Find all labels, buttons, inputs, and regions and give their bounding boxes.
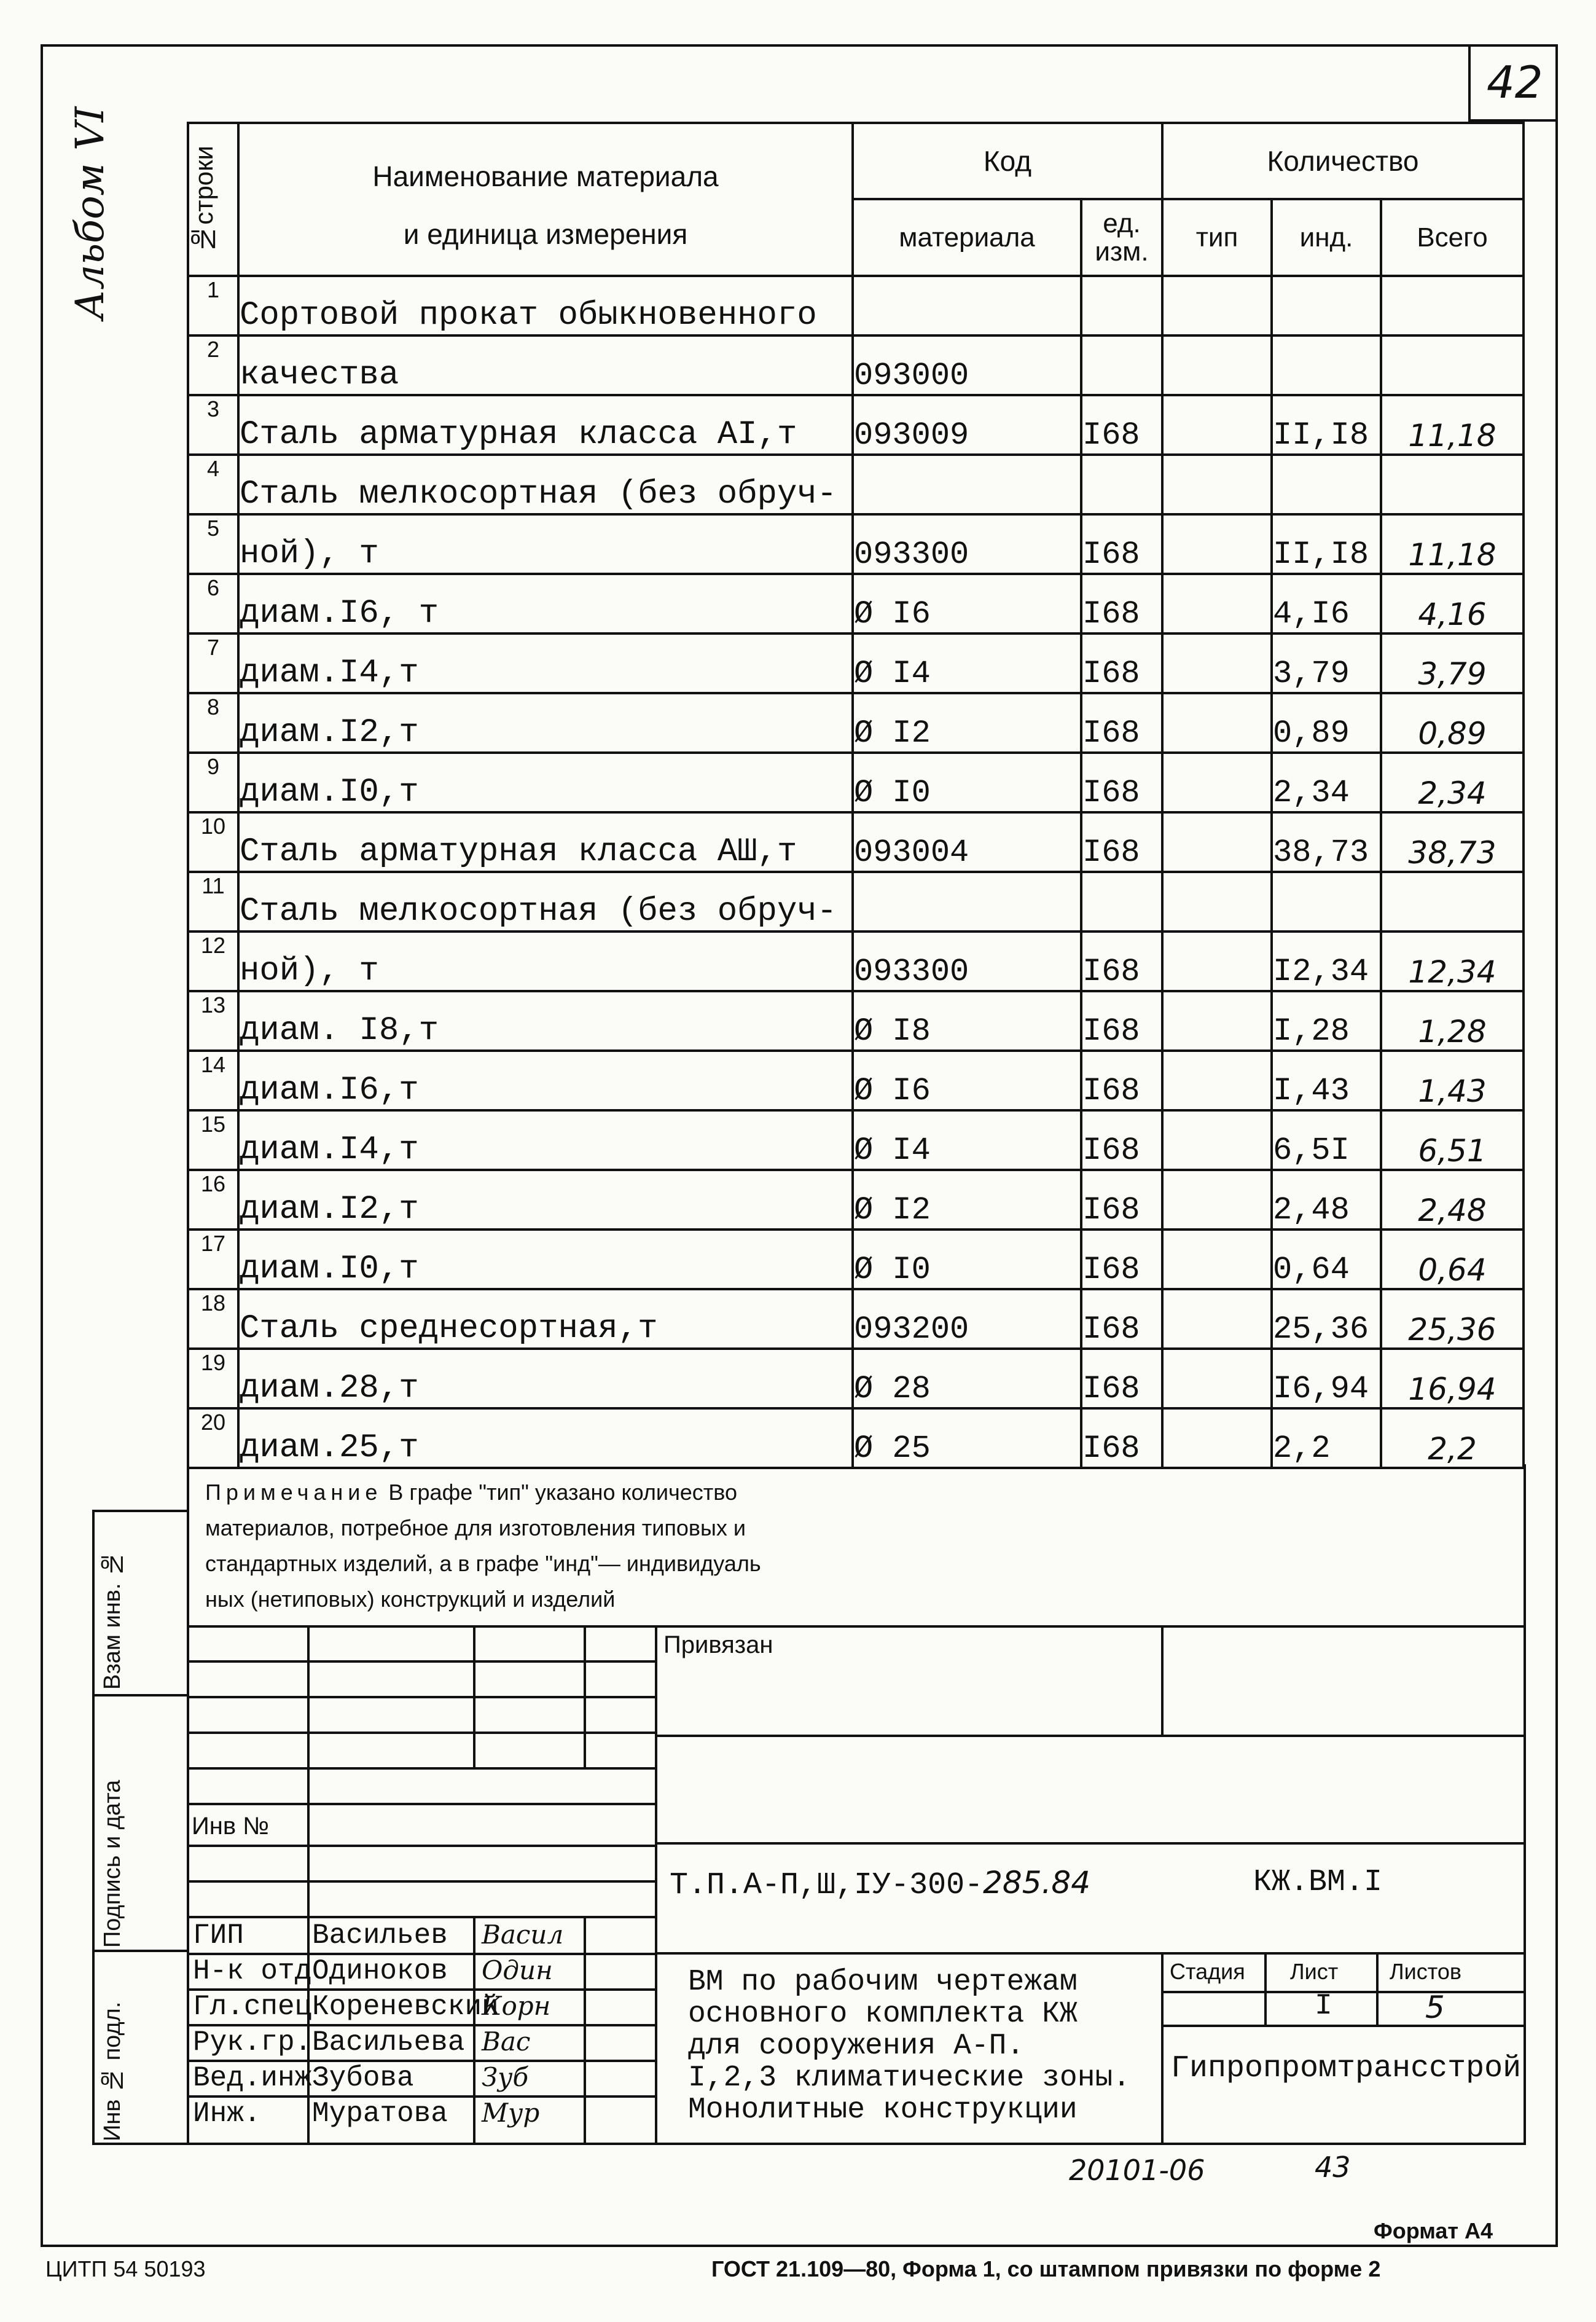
- sheets-label: Листов: [1390, 1959, 1461, 1984]
- material-code: Ø I4: [853, 1110, 1081, 1170]
- grid-row-e: [187, 1803, 657, 1805]
- ind-qty: II,I8: [1272, 395, 1381, 455]
- table-row: [188, 1230, 1524, 1289]
- grid-row-d: [187, 1767, 657, 1770]
- material-name: Сталь мелкосортная (без обруч-: [238, 872, 853, 932]
- total-qty: [1381, 276, 1524, 335]
- type-qty: [1162, 395, 1272, 455]
- material-code: Ø I6: [853, 1051, 1081, 1110]
- row-number: 4: [188, 455, 238, 514]
- table-row: [188, 1110, 1524, 1170]
- unit-code: I68: [1081, 1408, 1162, 1468]
- note: [205, 1475, 1065, 1617]
- note-line1: В графе "тип" указано количество: [388, 1480, 737, 1505]
- ind-qty: 2,2: [1272, 1408, 1381, 1468]
- type-qty: [1162, 633, 1272, 693]
- side-label-vzam: Взам инв. №: [100, 1550, 125, 1690]
- format-label: Формат А4: [1374, 2218, 1493, 2243]
- header-total: Всего: [1381, 199, 1524, 276]
- header-type: тип: [1162, 199, 1272, 276]
- stamp-right-edge: [1524, 1464, 1526, 2145]
- signer-name: Кореневский: [312, 1991, 499, 2023]
- stamp-line-4: [655, 1952, 1526, 1955]
- table-row: [188, 991, 1524, 1051]
- total-qty: 6,51: [1381, 1110, 1524, 1170]
- signer-name: Зубова: [312, 2062, 414, 2094]
- side-strip-top: [92, 1510, 189, 1512]
- table-row: [188, 276, 1524, 335]
- material-code: [853, 276, 1081, 335]
- header-code: Код: [853, 123, 1162, 199]
- ind-qty: 25,36: [1272, 1289, 1381, 1349]
- sheet-label: Лист: [1290, 1959, 1339, 1984]
- sheet-value: I: [1315, 1990, 1332, 2023]
- material-code: 093000: [853, 335, 1081, 395]
- material-code: Ø I8: [853, 991, 1081, 1051]
- type-qty: [1162, 812, 1272, 872]
- inv-no-label: Инв №: [192, 1813, 270, 1840]
- total-qty: 38,73: [1381, 812, 1524, 872]
- material-code: Ø I0: [853, 753, 1081, 812]
- note-line2: материалов, потребное для изготовления типовых и: [205, 1515, 746, 1540]
- ind-qty: II,I8: [1272, 514, 1381, 574]
- table-row: [188, 1170, 1524, 1230]
- signer-role: Н-к отд: [193, 1955, 312, 1987]
- ind-qty: 0,64: [1272, 1230, 1381, 1289]
- ind-qty: [1272, 276, 1381, 335]
- material-name: диам.I6,т: [238, 1051, 853, 1110]
- material-name: качества: [238, 335, 853, 395]
- signature: Один: [482, 1955, 553, 1985]
- ind-qty: I,43: [1272, 1051, 1381, 1110]
- grid-row-g: [187, 1880, 657, 1883]
- signer-role: ГИП: [193, 1920, 244, 1951]
- material-name: диам.I4,т: [238, 1110, 853, 1170]
- ind-qty: 2,34: [1272, 753, 1381, 812]
- row-number: 10: [188, 812, 238, 872]
- header-ind: инд.: [1272, 199, 1381, 276]
- material-code: 093300: [853, 514, 1081, 574]
- material-code: Ø 25: [853, 1408, 1081, 1468]
- stamp-bottom-line: [187, 2143, 1526, 2145]
- unit-code: I68: [1081, 1110, 1162, 1170]
- stamp-title-divider: [1161, 1952, 1164, 2145]
- total-qty: [1381, 455, 1524, 514]
- ind-qty: 3,79: [1272, 633, 1381, 693]
- row-number: 11: [188, 872, 238, 932]
- header-row-num: №строки: [188, 123, 238, 276]
- row-number: 15: [188, 1110, 238, 1170]
- side-strip-left-edge: [92, 1510, 95, 2145]
- material-code: Ø I2: [853, 1170, 1081, 1230]
- sheets-value: 5: [1425, 1990, 1445, 2025]
- document-title: ВМ по рабочим чертежам основного комплекта КЖ для сооружения А-П. I,2,3 климатические зоны. Монолитные конструкции: [688, 1966, 1131, 2127]
- unit-code: [1081, 335, 1162, 395]
- table-row: [188, 812, 1524, 872]
- table-row: [188, 1289, 1524, 1349]
- material-name: диам.25,т: [238, 1408, 853, 1468]
- signature: Корн: [482, 1991, 551, 2021]
- type-qty: [1162, 693, 1272, 753]
- note-line4: ных (нетиповых) конструкций и изделий: [205, 1587, 616, 1612]
- side-label-inv: Инв № подл.: [100, 2001, 125, 2141]
- type-qty: [1162, 1170, 1272, 1230]
- unit-code: [1081, 276, 1162, 335]
- side-strip-sep2: [92, 1950, 189, 1952]
- ind-qty: 6,5I: [1272, 1110, 1381, 1170]
- table-row: [188, 872, 1524, 932]
- ind-qty: I6,94: [1272, 1349, 1381, 1408]
- unit-code: [1081, 455, 1162, 514]
- total-qty: 2,34: [1381, 753, 1524, 812]
- type-qty: [1162, 1051, 1272, 1110]
- unit-code: I68: [1081, 1230, 1162, 1289]
- row-number: 8: [188, 693, 238, 753]
- signer-name: Васильева: [312, 2026, 465, 2058]
- stamp-stage-line: [1161, 1991, 1526, 1993]
- row-number: 12: [188, 932, 238, 991]
- table-row: [188, 693, 1524, 753]
- material-name: диам.I0,т: [238, 753, 853, 812]
- total-qty: 2,2: [1381, 1408, 1524, 1468]
- total-qty: 0,64: [1381, 1230, 1524, 1289]
- header-name-line2: и единица измерения: [403, 218, 688, 250]
- ind-qty: I,28: [1272, 991, 1381, 1051]
- material-code: 093009: [853, 395, 1081, 455]
- ind-qty: 2,48: [1272, 1170, 1381, 1230]
- material-name: диам.I0,т: [238, 1230, 853, 1289]
- handwritten-num: 43: [1315, 2151, 1351, 2184]
- table-row: [188, 753, 1524, 812]
- material-name: Сталь мелкосортная (без обруч-: [238, 455, 853, 514]
- sheet-code: КЖ.ВМ.I: [1253, 1865, 1383, 1900]
- type-qty: [1162, 1349, 1272, 1408]
- type-qty: [1162, 455, 1272, 514]
- signer-role: Гл.спец: [193, 1991, 312, 2023]
- total-qty: 16,94: [1381, 1349, 1524, 1408]
- unit-code: I68: [1081, 395, 1162, 455]
- handwritten-code: 20101-06: [1069, 2154, 1205, 2187]
- total-qty: 11,18: [1381, 395, 1524, 455]
- material-code: Ø 28: [853, 1349, 1081, 1408]
- material-code: Ø I2: [853, 693, 1081, 753]
- header-unit: ед. изм.: [1081, 199, 1162, 276]
- material-name: Сталь арматурная класса АШ,т: [238, 812, 853, 872]
- type-qty: [1162, 932, 1272, 991]
- signer-role: Инж.: [193, 2098, 261, 2130]
- table-row: [188, 1051, 1524, 1110]
- signature: Мур: [482, 2098, 540, 2128]
- row-number: 17: [188, 1230, 238, 1289]
- type-qty: [1162, 991, 1272, 1051]
- header-name-line1: Наименование материала: [372, 160, 719, 192]
- table-row: [188, 1408, 1524, 1468]
- table-row: [188, 395, 1524, 455]
- privyazan-label: Привязан: [663, 1631, 773, 1658]
- stamp-org-line: [1161, 2025, 1526, 2027]
- album-label: Альбом VI: [68, 106, 113, 320]
- unit-code: I68: [1081, 753, 1162, 812]
- material-name: диам.I2,т: [238, 693, 853, 753]
- table-row: [188, 574, 1524, 633]
- table-row: [188, 1349, 1524, 1408]
- materials-table: [187, 122, 1525, 1469]
- stamp-line-3: [655, 1842, 1526, 1845]
- ind-qty: [1272, 335, 1381, 395]
- header-material: материала: [853, 199, 1081, 276]
- signature: Вас: [482, 2026, 531, 2057]
- type-qty: [1162, 1110, 1272, 1170]
- row-number: 13: [188, 991, 238, 1051]
- unit-code: I68: [1081, 514, 1162, 574]
- unit-code: I68: [1081, 1289, 1162, 1349]
- page-number: 42: [1487, 57, 1543, 108]
- stamp-privyazan-divider: [1161, 1625, 1164, 1735]
- row-number: 18: [188, 1289, 238, 1349]
- material-name: диам.I4,т: [238, 633, 853, 693]
- total-qty: [1381, 872, 1524, 932]
- material-name: диам.I6, т: [238, 574, 853, 633]
- material-name: диам.28,т: [238, 1349, 853, 1408]
- total-qty: 11,18: [1381, 514, 1524, 574]
- type-qty: [1162, 753, 1272, 812]
- row-number: 14: [188, 1051, 238, 1110]
- unit-code: I68: [1081, 932, 1162, 991]
- ind-qty: [1272, 455, 1381, 514]
- header-name: [238, 123, 853, 276]
- row-number: 2: [188, 335, 238, 395]
- ind-qty: [1272, 872, 1381, 932]
- material-code: Ø I0: [853, 1230, 1081, 1289]
- grid-row-a: [187, 1660, 657, 1663]
- material-name: ной), т: [238, 932, 853, 991]
- signer-name: Муратова: [312, 2098, 448, 2130]
- side-strip-bottom: [92, 2143, 189, 2145]
- unit-code: [1081, 872, 1162, 932]
- total-qty: 1,43: [1381, 1051, 1524, 1110]
- total-qty: 12,34: [1381, 932, 1524, 991]
- stage-label: Стадия: [1170, 1959, 1245, 1984]
- signature: Зуб: [482, 2062, 529, 2092]
- type-qty: [1162, 514, 1272, 574]
- header-quantity: Количество: [1162, 123, 1524, 199]
- row-number: 7: [188, 633, 238, 693]
- side-strip-sep1: [92, 1694, 189, 1696]
- material-code: 093300: [853, 932, 1081, 991]
- unit-code: I68: [1081, 1051, 1162, 1110]
- row-number: 16: [188, 1170, 238, 1230]
- row-number: 19: [188, 1349, 238, 1408]
- grid-row-h: [187, 1916, 657, 1918]
- grid-row-b: [187, 1696, 657, 1698]
- material-name: Сортовой прокат обыкновенного: [238, 276, 853, 335]
- stamp-left-divider: [655, 1625, 657, 2145]
- material-name: диам.I2,т: [238, 1170, 853, 1230]
- row-number: 5: [188, 514, 238, 574]
- signer-role: Вед.инж: [193, 2062, 312, 2094]
- row-number: 1: [188, 276, 238, 335]
- ind-qty: 4,I6: [1272, 574, 1381, 633]
- header-row-1: [188, 123, 1524, 199]
- total-qty: 0,89: [1381, 693, 1524, 753]
- signer-name: Васильев: [312, 1920, 448, 1951]
- material-code: Ø I6: [853, 574, 1081, 633]
- type-qty: [1162, 1289, 1272, 1349]
- type-qty: [1162, 1408, 1272, 1468]
- material-code: 093200: [853, 1289, 1081, 1349]
- row-number: 20: [188, 1408, 238, 1468]
- type-qty: [1162, 574, 1272, 633]
- signature: Васил: [482, 1920, 564, 1950]
- total-qty: 4,16: [1381, 574, 1524, 633]
- material-name: Сталь среднесортная,т: [238, 1289, 853, 1349]
- unit-code: I68: [1081, 812, 1162, 872]
- material-code: 093004: [853, 812, 1081, 872]
- material-name: Сталь арматурная класса АI,т: [238, 395, 853, 455]
- total-qty: [1381, 335, 1524, 395]
- material-name: ной), т: [238, 514, 853, 574]
- note-line3: стандартных изделий, а в графе "инд"— индивидуаль: [205, 1551, 761, 1576]
- unit-code: I68: [1081, 1349, 1162, 1408]
- table-row: [188, 514, 1524, 574]
- stamp-line-2: [655, 1735, 1526, 1737]
- type-qty: [1162, 335, 1272, 395]
- doc-code: Т.П.А-П,Ш,IУ-300-285.84: [670, 1865, 1091, 1903]
- table-row: [188, 932, 1524, 991]
- row-number: 3: [188, 395, 238, 455]
- footer-right: ГОСТ 21.109—80, Форма 1, со штампом привязки по форме 2: [711, 2256, 1381, 2281]
- stamp-stage-div1: [1264, 1952, 1267, 2025]
- ind-qty: 0,89: [1272, 693, 1381, 753]
- type-qty: [1162, 1230, 1272, 1289]
- stamp-stage-div2: [1376, 1952, 1379, 2025]
- material-code: [853, 455, 1081, 514]
- unit-code: I68: [1081, 991, 1162, 1051]
- material-name: диам. I8,т: [238, 991, 853, 1051]
- grid-row-c: [187, 1732, 657, 1734]
- side-label-podpis: Подпись и дата: [100, 1779, 125, 1948]
- unit-code: I68: [1081, 633, 1162, 693]
- footer-left: ЦИТП 54 50193: [45, 2256, 206, 2281]
- row-number: 9: [188, 753, 238, 812]
- table-row: [188, 455, 1524, 514]
- ind-qty: I2,34: [1272, 932, 1381, 991]
- material-code: Ø I4: [853, 633, 1081, 693]
- ind-qty: 38,73: [1272, 812, 1381, 872]
- organization: Гипропромтрансстрой: [1171, 2051, 1522, 2086]
- type-qty: [1162, 872, 1272, 932]
- unit-code: I68: [1081, 693, 1162, 753]
- material-code: [853, 872, 1081, 932]
- total-qty: 3,79: [1381, 633, 1524, 693]
- total-qty: 1,28: [1381, 991, 1524, 1051]
- unit-code: I68: [1081, 1170, 1162, 1230]
- table-row: [188, 335, 1524, 395]
- stamp-top-line: [187, 1625, 1526, 1628]
- total-qty: 25,36: [1381, 1289, 1524, 1349]
- unit-code: I68: [1081, 574, 1162, 633]
- row-number: 6: [188, 574, 238, 633]
- type-qty: [1162, 276, 1272, 335]
- table-row: [188, 633, 1524, 693]
- total-qty: 2,48: [1381, 1170, 1524, 1230]
- signer-name: Одиноков: [312, 1955, 448, 1987]
- grid-row-f: [187, 1845, 657, 1847]
- signer-role: Рук.гр.: [193, 2026, 312, 2058]
- note-title: Примечание: [205, 1480, 383, 1505]
